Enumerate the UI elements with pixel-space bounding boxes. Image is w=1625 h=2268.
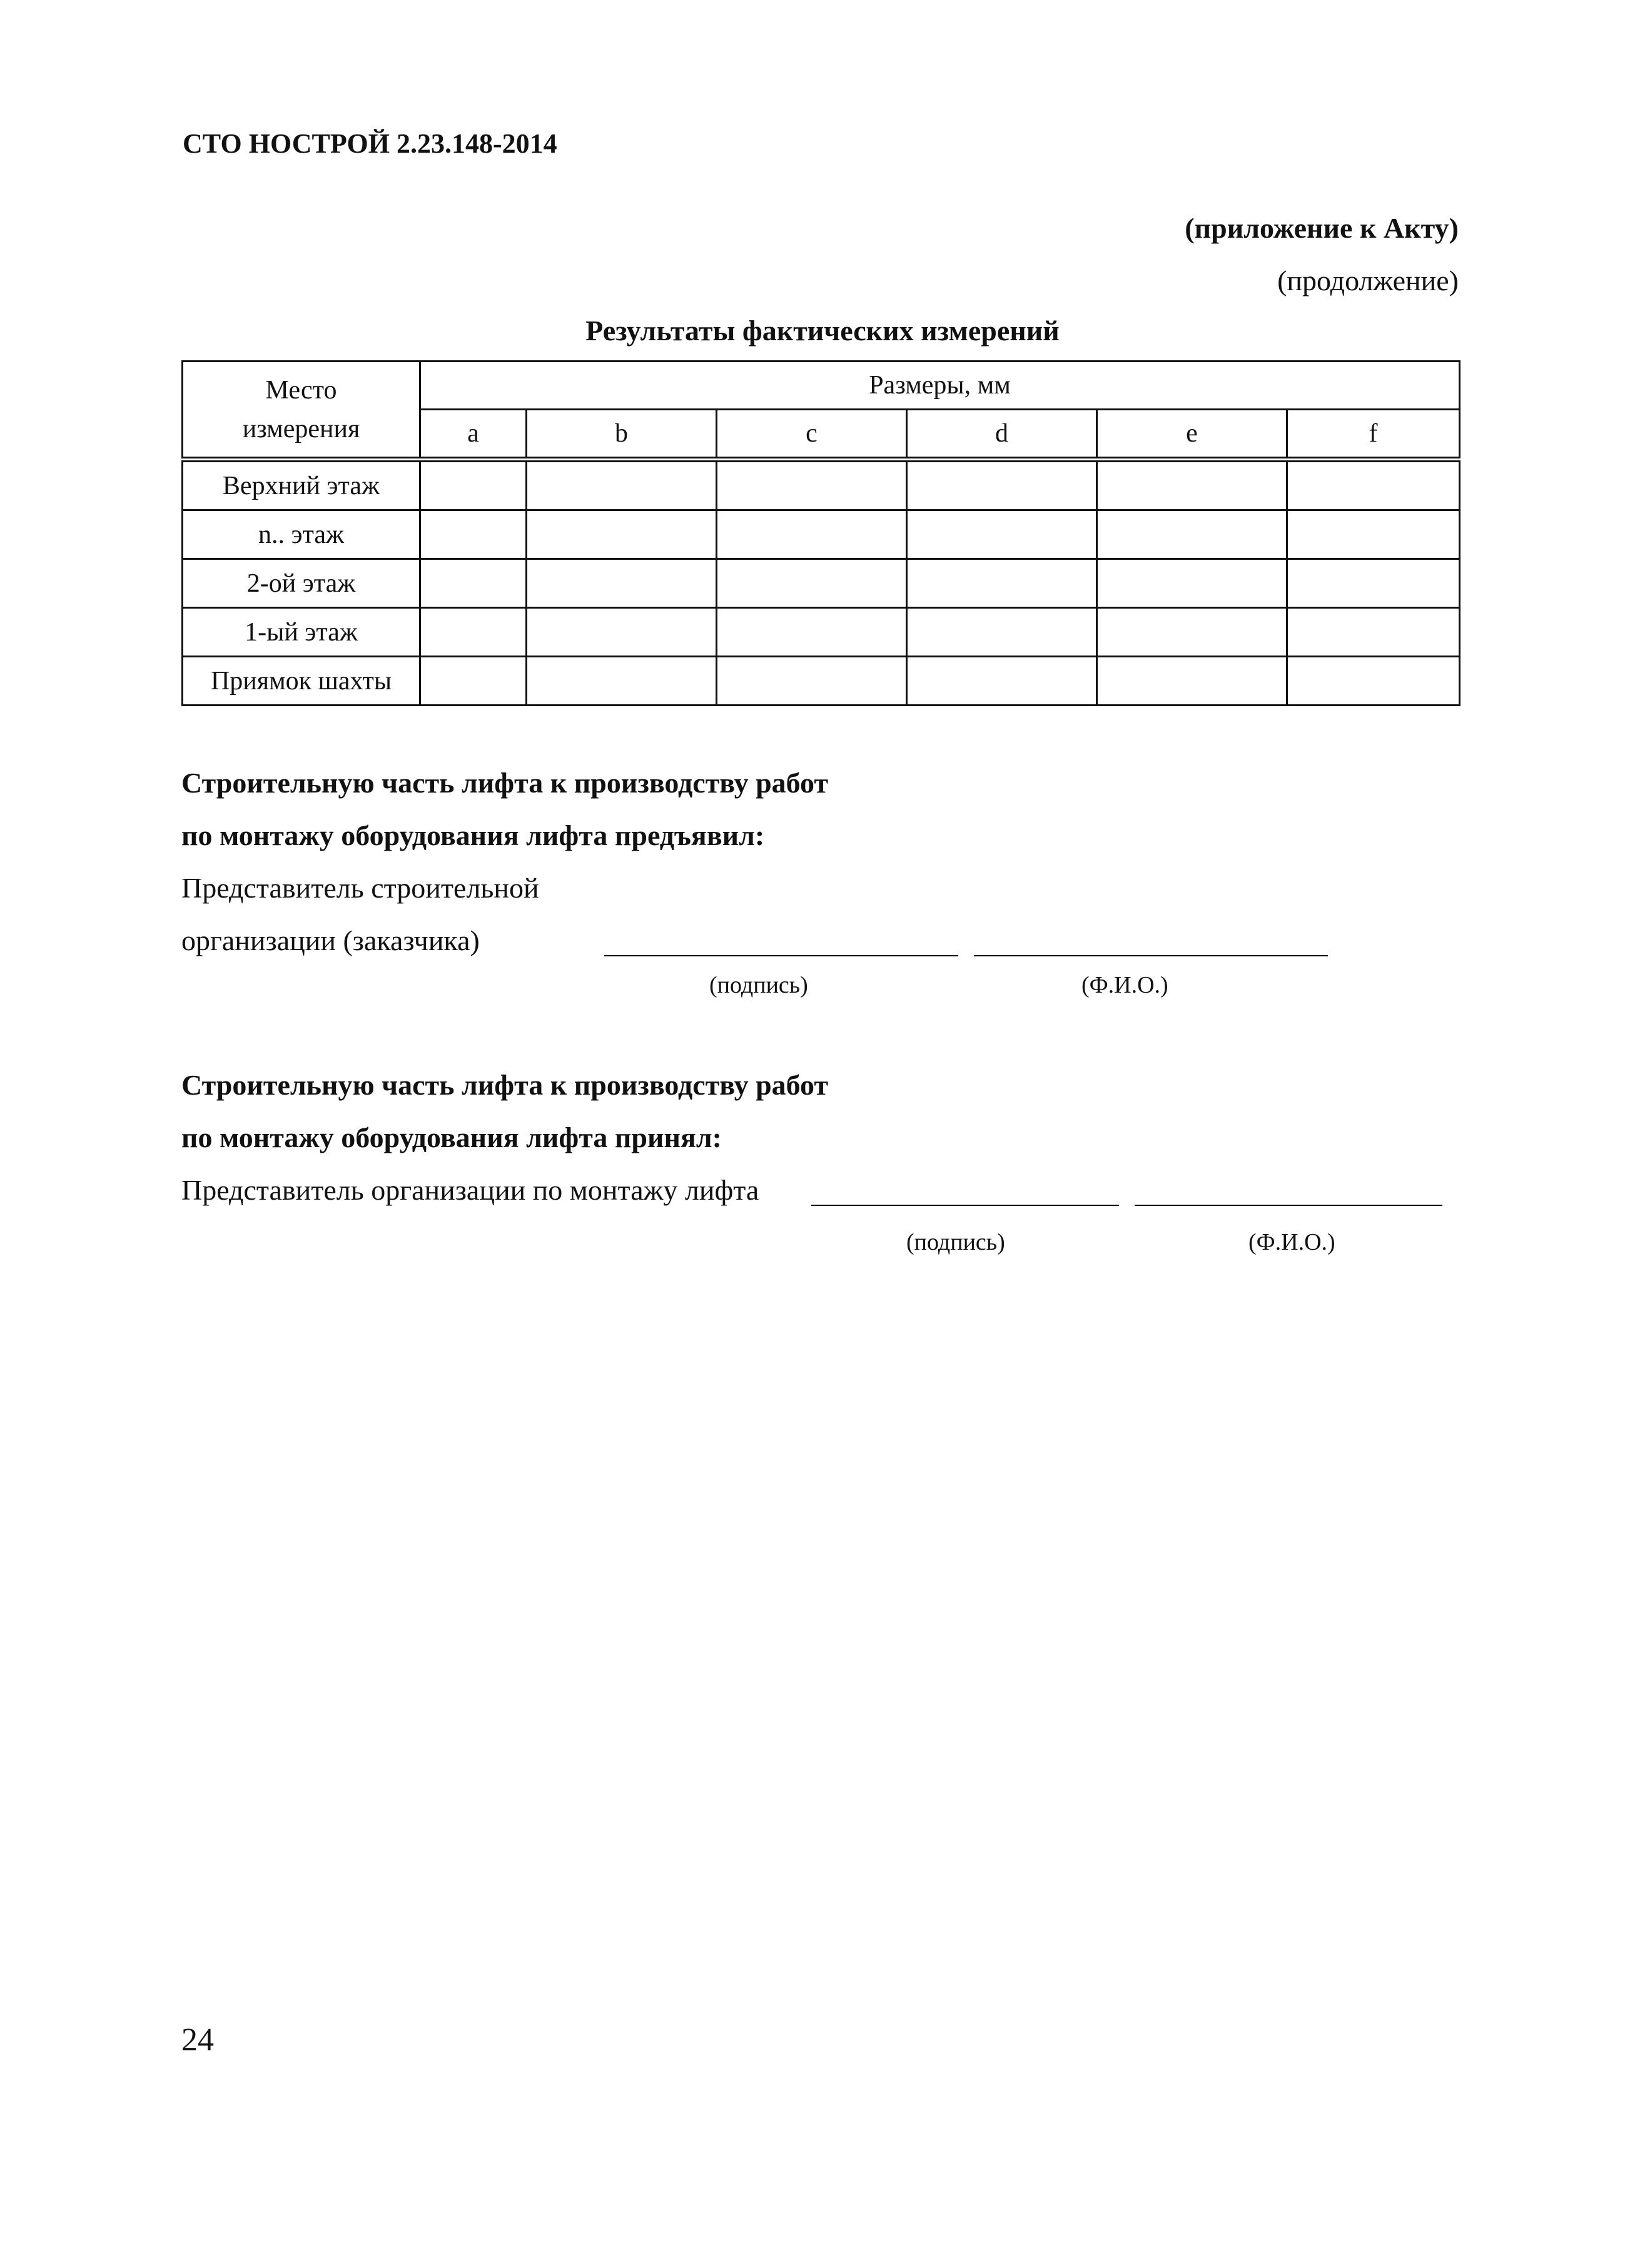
section1-name-line (974, 955, 1328, 956)
column-header-f: f (1287, 410, 1460, 460)
table-cell (1287, 608, 1460, 657)
section2-heading-line1: Строительную часть лифта к производству работ (181, 1069, 829, 1101)
table-cell (1097, 559, 1287, 608)
table-cell (1287, 559, 1460, 608)
document-code: СТО НОСТРОЙ 2.23.148-2014 (183, 128, 557, 159)
row-label: 1-ый этаж (183, 608, 420, 657)
table-cell (420, 657, 527, 706)
table-cell (527, 510, 717, 559)
table-cell (907, 657, 1097, 706)
column-header-d: d (907, 410, 1097, 460)
table-row (183, 657, 1460, 706)
section2-name-caption: (Ф.И.О.) (1248, 1229, 1335, 1255)
table-cell (907, 460, 1097, 510)
table-cell (420, 559, 527, 608)
table-cell (527, 559, 717, 608)
table-cell (1097, 510, 1287, 559)
measurements-table (181, 360, 1460, 706)
table-cell (527, 460, 717, 510)
section2-signature-caption: (подпись) (906, 1229, 1005, 1255)
table-cell (1287, 510, 1460, 559)
table-row (183, 608, 1460, 657)
table-cell (1097, 460, 1287, 510)
table-cell (717, 608, 907, 657)
appendix-label: (приложение к Акту) (1185, 212, 1459, 244)
table-cell (907, 608, 1097, 657)
column-header-c: c (717, 410, 907, 460)
section2-heading-line2: по монтажу оборудования лифта принял: (181, 1121, 722, 1153)
place-header-cell (183, 362, 420, 460)
table-title: Результаты фактических измерений (585, 315, 1060, 347)
continuation-label: (продолжение) (1277, 265, 1459, 296)
table-cell (527, 657, 717, 706)
page-number: 24 (181, 2022, 214, 2058)
place-header-line2: измерения (242, 414, 360, 443)
table-cell (420, 510, 527, 559)
table-cell (527, 608, 717, 657)
sizes-header: Размеры, мм (420, 362, 1460, 410)
row-label: Верхний этаж (183, 460, 420, 510)
section2-signature-line (811, 1205, 1119, 1206)
section1-signature-caption: (подпись) (709, 972, 808, 998)
table-row (183, 559, 1460, 608)
table-cell (907, 559, 1097, 608)
section1-representative-line1: Представитель строительной (181, 872, 539, 904)
place-header-line1: Место (265, 375, 337, 405)
table-cell (1097, 608, 1287, 657)
row-label: n.. этаж (183, 510, 420, 559)
column-header-b: b (527, 410, 717, 460)
table-row (183, 460, 1460, 510)
table-cell (717, 657, 907, 706)
table-cell (420, 608, 527, 657)
table-cell (1287, 460, 1460, 510)
table-cell (420, 460, 527, 510)
column-header-a: a (420, 410, 527, 460)
table-cell (1287, 657, 1460, 706)
table-cell (1097, 657, 1287, 706)
table-cell (717, 510, 907, 559)
column-header-e: e (1097, 410, 1287, 460)
table-row (183, 510, 1460, 559)
section1-heading-line2: по монтажу оборудования лифта предъявил: (181, 819, 765, 851)
section2-name-line (1135, 1205, 1442, 1206)
row-label: 2-ой этаж (183, 559, 420, 608)
table-cell (717, 559, 907, 608)
section1-heading-line1: Строительную часть лифта к производству работ (181, 767, 829, 799)
row-label: Приямок шахты (183, 657, 420, 706)
section1-name-caption: (Ф.И.О.) (1081, 972, 1168, 998)
section2-representative-line: Представитель организации по монтажу лифта (181, 1174, 759, 1206)
section1-representative-line2: организации (заказчика) (181, 924, 480, 956)
section1-signature-line (604, 955, 958, 956)
table-cell (907, 510, 1097, 559)
table-cell (717, 460, 907, 510)
